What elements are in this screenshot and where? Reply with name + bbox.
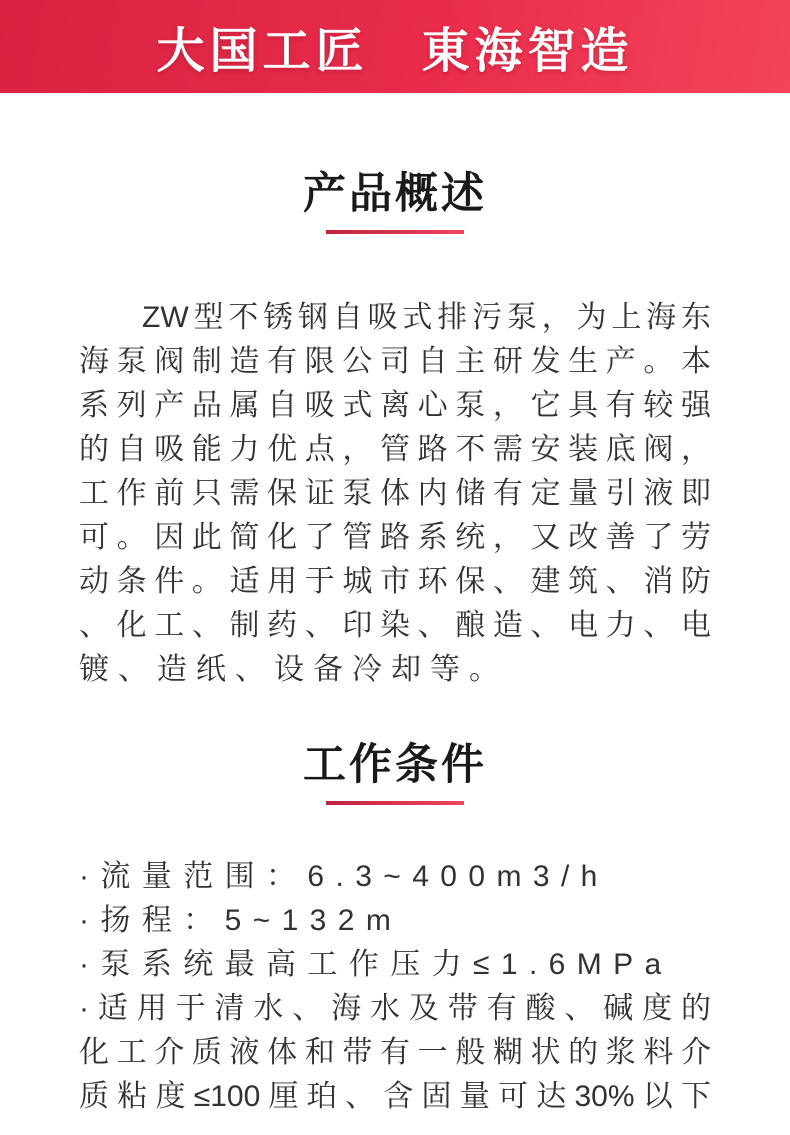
title-underline [326, 801, 464, 805]
paragraph-line: 工作前只需保证泵体内储有定量引液即 [79, 477, 711, 510]
condition-item-flow-range: ·流量范围：6.3~400m3/h [79, 860, 609, 893]
paragraph-line: 动条件。适用于城市环保、建筑、消防 [79, 565, 711, 598]
condition-line: 质粘度≤100厘珀、含固量可达30%以下 [79, 1080, 711, 1113]
paragraph-line: 可。因此简化了管路系统，又改善了劳 [79, 521, 711, 554]
paragraph-line: 、化工、制药、印染、酿造、电力、电 [79, 609, 711, 642]
overview-section-head [0, 171, 790, 234]
paragraph-line: ZW型不锈钢自吸式排污泵，为上海东 [142, 301, 711, 334]
overview-paragraph [79, 296, 711, 692]
conditions-section-head [0, 742, 790, 805]
overview-section-title: 产品概述 [303, 170, 487, 218]
condition-item-max-pressure: ·泵系统最高工作压力≤1.6MPa [79, 948, 673, 981]
conditions-section-title: 工作条件 [303, 741, 487, 789]
condition-item-media [79, 987, 711, 1119]
paragraph-line: 系列产品属自吸式离心泵，它具有较强 [79, 389, 711, 422]
condition-line: ·适用于清水、海水及带有酸、碱度的 [79, 992, 711, 1025]
header-banner [0, 0, 790, 93]
paragraph-line: 海泵阀制造有限公司自主研发生产。本 [79, 345, 711, 378]
paragraph-line: 镀、造纸、设备冷却等。 [79, 653, 508, 686]
banner-title: 大国工匠 東海智造 [156, 25, 634, 78]
conditions-list [79, 855, 711, 1119]
condition-item-head: ·扬程：5~132m [79, 904, 403, 937]
paragraph-line: 的自吸能力优点，管路不需安装底阀， [79, 433, 711, 466]
condition-line: 化工介质液体和带有一般糊状的浆料介 [79, 1036, 711, 1069]
title-underline [326, 230, 464, 234]
